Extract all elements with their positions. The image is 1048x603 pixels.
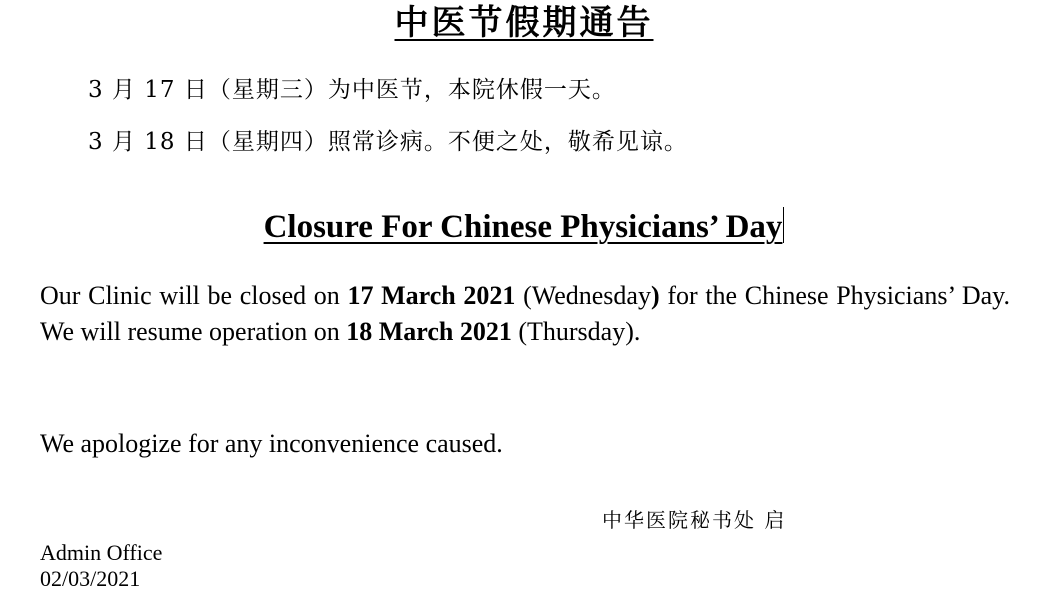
signature-office: Admin Office — [40, 540, 163, 565]
chinese-title-text: 中医节假期通告 — [394, 3, 654, 43]
closure-date: 17 March 2021 — [347, 281, 516, 310]
resume-date: 18 March 2021 — [346, 317, 512, 346]
english-title-text: Closure For Chinese Physicians’ Day — [263, 209, 783, 245]
closure-text-3: for the Chinese Physicians’ Day. We will resume operation on — [40, 281, 1010, 346]
chinese-notice-line-1: 3 月 17 日（星期三）为中医节，本院休假一天。 — [88, 77, 616, 103]
chinese-title — [0, 2, 1048, 44]
apology-paragraph: We apologize for any inconvenience caused. — [40, 429, 503, 458]
english-title — [0, 206, 1048, 248]
chinese-signature: 中华医院秘书处 启 — [602, 508, 787, 532]
closure-paragraph — [40, 278, 1010, 350]
closure-text-2: (Wednesday — [515, 281, 651, 310]
text-cursor — [783, 207, 784, 243]
chinese-notice-line-2: 3 月 18 日（星期四）照常诊病。不便之处，敬希见谅。 — [88, 129, 688, 155]
closure-text-4: (Thursday). — [511, 317, 641, 346]
closure-text-1: Our Clinic will be closed on — [40, 281, 348, 310]
closure-paren: ) — [650, 281, 660, 310]
signature-date: 02/03/2021 — [40, 566, 141, 591]
